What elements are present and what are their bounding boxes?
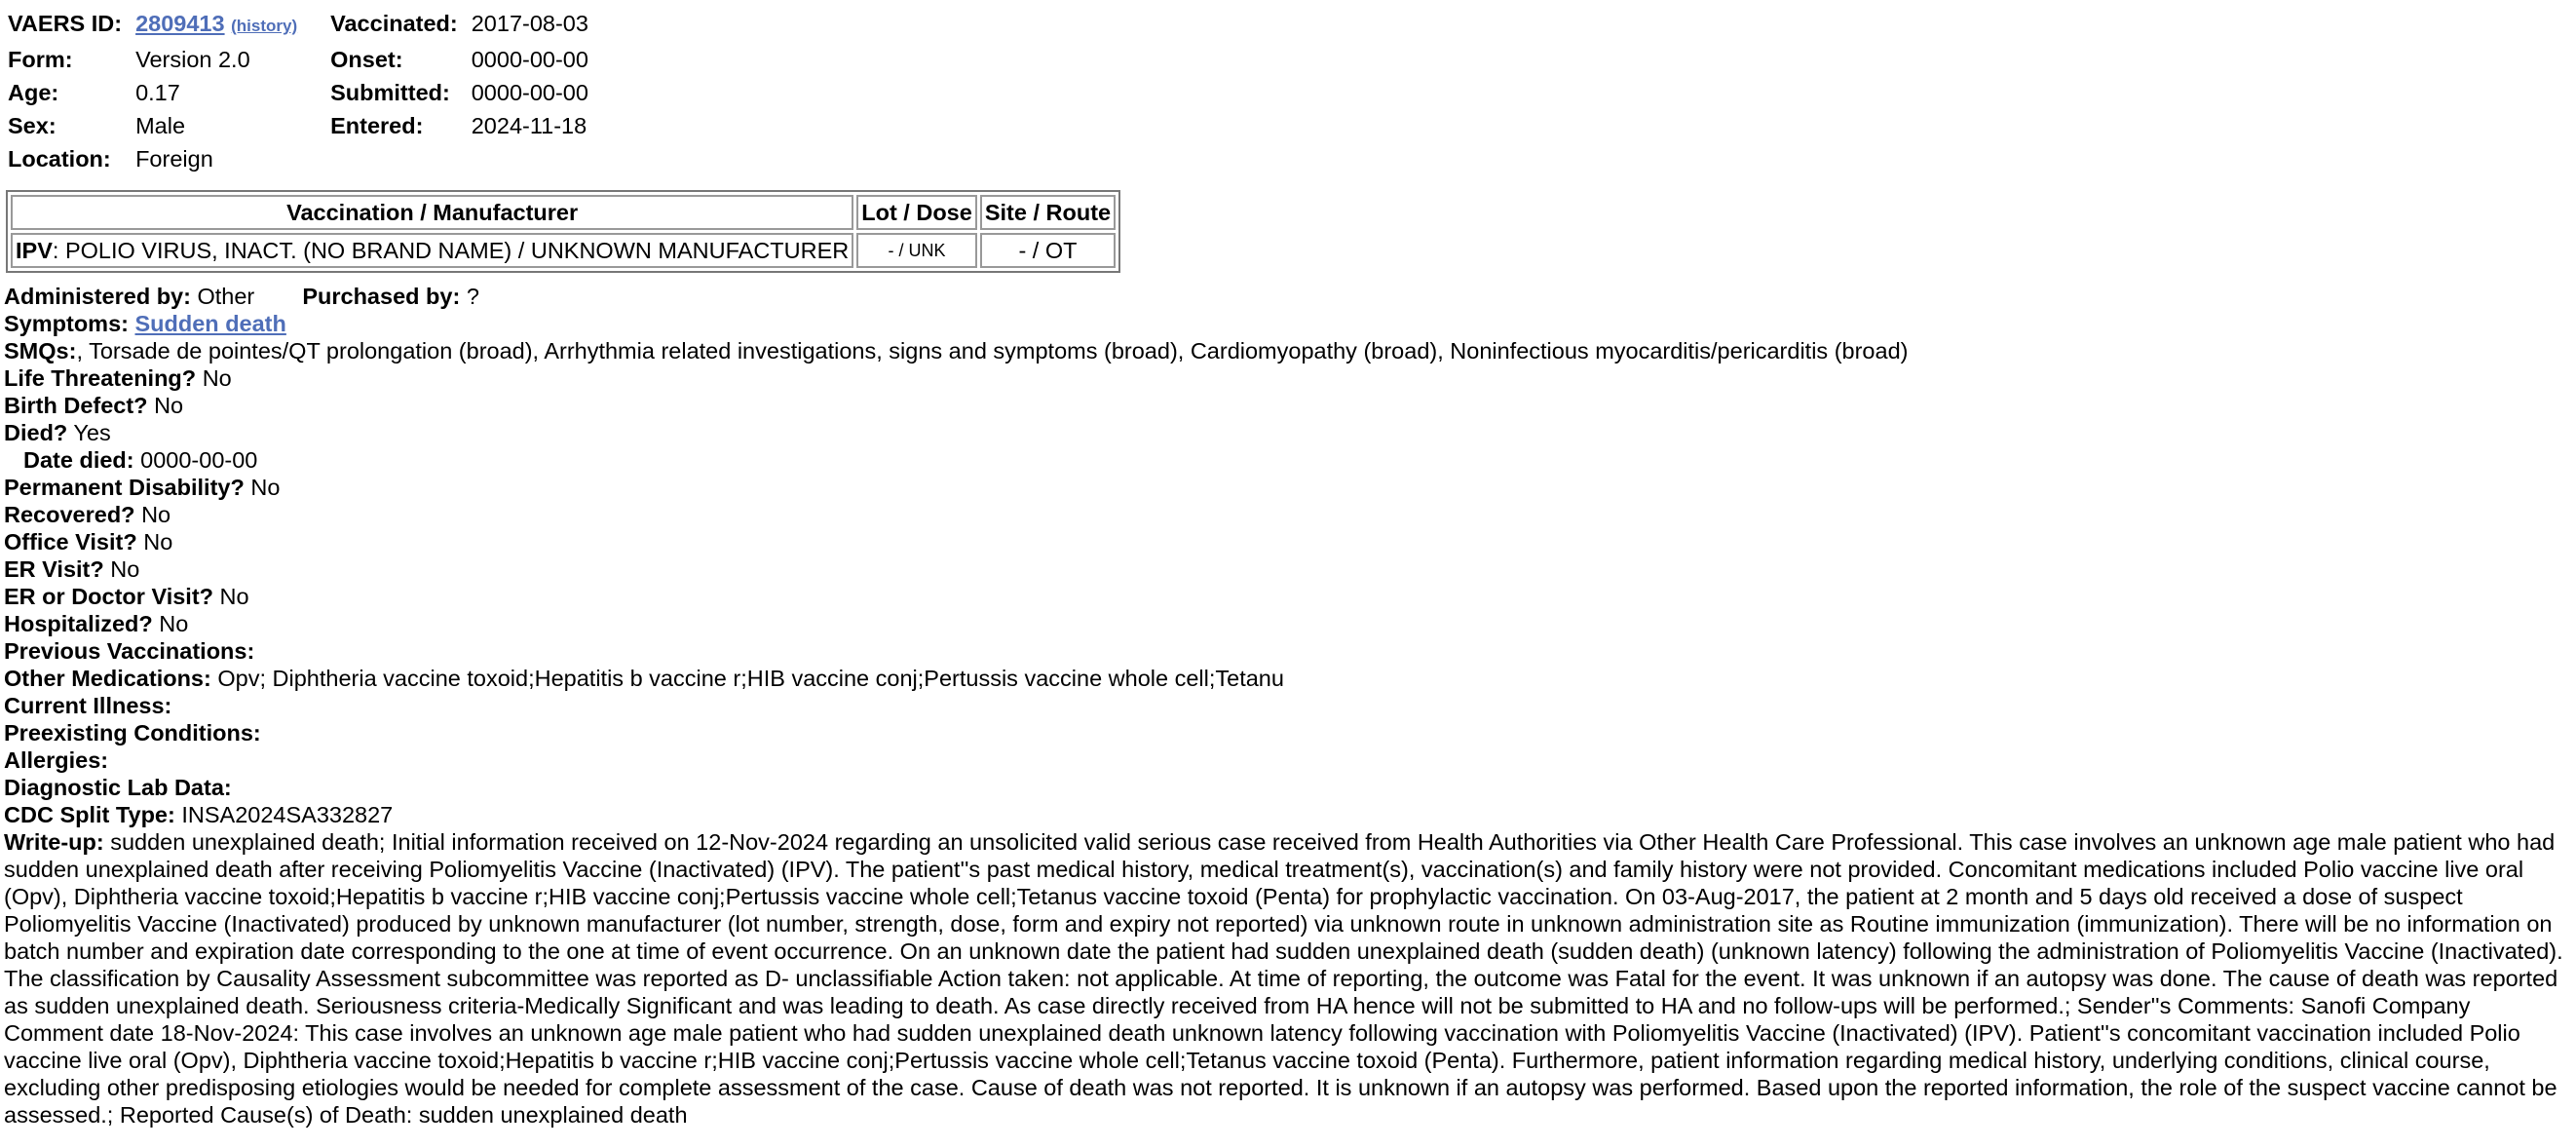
- column-header-lot-dose: Lot / Dose: [856, 195, 977, 230]
- vaccine-cell: [11, 233, 853, 268]
- header-row-form: [8, 46, 592, 79]
- site-route-cell: - / OT: [980, 233, 1116, 268]
- preexisting-conditions-line: [4, 719, 2572, 746]
- recovered-value: No: [141, 502, 171, 527]
- er-doctor-visit-line: [4, 583, 2572, 610]
- died-value: Yes: [73, 420, 111, 445]
- previous-vaccinations-label: Previous Vaccinations:: [4, 638, 255, 664]
- vaccinated-value: 2017-08-03: [471, 11, 588, 36]
- administered-label: Administered by:: [4, 284, 191, 309]
- onset-value: 0000-00-00: [471, 47, 588, 72]
- writeup-text: sudden unexplained death; Initial information received on 12-Nov-2024 regarding an unsolicited valid serious case received from Health Authorities via Other Health Care Professional. This case involves an unknown age male patient who had sudden unexplained death after receiving Poliomyelitis Vaccine (Inactivated) (IPV). The patient''s past medical history, medical treatment(s), vaccination(s) and family history were not provided. Concomitant medications included Polio vaccine live oral (Opv), Diphtheria vaccine toxoid;Hepatitis b vaccine r;HIB vaccine conj;Pertussis vaccine whole cell;Tetanus vaccine toxoid (Penta) for prophylactic vaccination. On 03-Aug-2017, the patient at 2 month and 5 days old received a dose of suspect Poliomyelitis Vaccine (Inactivated) produced by unknown manufacturer (lot number, strength, dose, form and expiry not reported) via unknown route in unknown administration site as Routine immunization (immunization). There will be no information on batch number and expiration date corresponding to the one at time of event occurrence. On an unknown date the patient had sudden unexplained death (sudden death) (unknown latency) following the administration of Poliomyelitis Vaccine (Inactivated). The classification by Causality Assessment subcommittee was reported as D- unclassifiable Action taken: not applicable. At time of reporting, the outcome was Fatal for the event. It was unknown if an autopsy was done. The cause of death was reported as sudden unexplained death. Seriousness criteria-Medically Significant and was leading to death. As case directly received from HA hence will not be submitted to HA and no follow-ups will be performed.; Sender''s Comments: Sanofi Company Comment date 18-Nov-2024: This case involves an unknown age male patient who had sudden unexplained death unknown latency following vaccination with Poliomyelitis Vaccine (Inactivated) (IPV). Patient''s concomitant vaccination included Polio vaccine live oral (Opv), Diphtheria vaccine toxoid;Hepatitis b vaccine r;HIB vaccine conj;Pertussis vaccine whole cell;Tetanus vaccine toxoid (Penta). Furthermore, patient information regarding medical history, underlying conditions, clinical course, excluding other predisposing etiologies would be needed for complete assessment of the case. Cause of death was not reported. It is unknown if an autopsy was performed. Based upon the reported information, the role of the suspect vaccine cannot be assessed.; Reported Cause(s) of Death: sudden unexplained death: [4, 829, 2563, 1128]
- recovered-label: Recovered?: [4, 502, 135, 527]
- office-visit-label: Office Visit?: [4, 529, 137, 555]
- lab-data-line: [4, 774, 2572, 801]
- er-doctor-visit-value: No: [219, 584, 249, 609]
- symptom-link[interactable]: Sudden death: [134, 311, 286, 336]
- vaccine-code: IPV: [16, 238, 53, 263]
- age-value: 0.17: [135, 80, 180, 105]
- hospitalized-line: [4, 610, 2572, 637]
- office-visit-value: No: [143, 529, 173, 555]
- column-header-vaccination: Vaccination / Manufacturer: [11, 195, 853, 230]
- cdc-split-type-line: [4, 801, 2572, 828]
- submitted-label: Submitted:: [330, 80, 450, 105]
- date-died-label: Date died:: [23, 447, 134, 473]
- er-doctor-visit-label: ER or Doctor Visit?: [4, 584, 214, 609]
- vaccination-table-header: [11, 195, 1116, 230]
- birth-defect-value: No: [154, 393, 184, 418]
- hospitalized-value: No: [159, 611, 189, 636]
- submitted-value: 0000-00-00: [471, 80, 588, 105]
- current-illness-line: [4, 692, 2572, 719]
- table-row: [11, 233, 1116, 268]
- vaers-id-cell: [135, 10, 301, 46]
- vaers-id-label: VAERS ID:: [8, 11, 123, 36]
- allergies-label: Allergies:: [4, 747, 109, 773]
- other-medications-line: [4, 665, 2572, 692]
- hospitalized-label: Hospitalized?: [4, 611, 153, 636]
- cdc-split-type-label: CDC Split Type:: [4, 802, 175, 827]
- header-row-location: [8, 145, 592, 178]
- administered-line: [4, 283, 2572, 310]
- administered-value: Other: [197, 284, 255, 309]
- permanent-disability-line: [4, 474, 2572, 501]
- purchased-label: Purchased by:: [302, 284, 461, 309]
- office-visit-line: [4, 528, 2572, 555]
- sex-label: Sex:: [8, 113, 57, 138]
- header-row-sex: [8, 112, 592, 145]
- entered-label: Entered:: [330, 113, 424, 138]
- entered-value: 2024-11-18: [471, 113, 587, 138]
- age-label: Age:: [8, 80, 59, 105]
- date-died-value: 0000-00-00: [140, 447, 258, 473]
- life-threatening-label: Life Threatening?: [4, 365, 197, 391]
- permanent-disability-label: Permanent Disability?: [4, 475, 245, 500]
- form-value: Version 2.0: [135, 47, 250, 72]
- birth-defect-line: [4, 392, 2572, 419]
- smqs-label: SMQs:: [4, 338, 77, 364]
- er-visit-value: No: [110, 556, 140, 582]
- vaccination-table: [6, 190, 1120, 273]
- vaccinated-label: Vaccinated:: [330, 11, 458, 36]
- er-visit-label: ER Visit?: [4, 556, 104, 582]
- header-row-id: [8, 10, 592, 46]
- cdc-split-type-value: INSA2024SA332827: [181, 802, 394, 827]
- column-header-site-route: Site / Route: [980, 195, 1116, 230]
- lot-dose-cell: - / UNK: [856, 233, 977, 268]
- died-line: [4, 419, 2572, 446]
- onset-label: Onset:: [330, 47, 403, 72]
- purchased-value: ?: [466, 284, 479, 309]
- previous-vaccinations-line: [4, 637, 2572, 665]
- vaers-id-link[interactable]: 2809413: [135, 11, 225, 36]
- header-row-age: [8, 79, 592, 112]
- vaccine-name: : POLIO VIRUS, INACT. (NO BRAND NAME) / UNKNOWN MANUFACTURER: [52, 238, 850, 263]
- location-label: Location:: [8, 146, 111, 172]
- birth-defect-label: Birth Defect?: [4, 393, 148, 418]
- date-died-line: [4, 446, 2572, 474]
- other-medications-label: Other Medications:: [4, 666, 211, 691]
- recovered-line: [4, 501, 2572, 528]
- smqs-line: [4, 337, 2572, 364]
- permanent-disability-value: No: [250, 475, 281, 500]
- er-visit-line: [4, 555, 2572, 583]
- form-label: Form:: [8, 47, 73, 72]
- sex-value: Male: [135, 113, 186, 138]
- symptoms-line: [4, 310, 2572, 337]
- smqs-value: , Torsade de pointes/QT prolongation (broad), Arrhythmia related investigations, signs and symptoms (broad), Cardiomyopathy (broad), Noninfectious myocarditis/pericarditis (broad): [76, 338, 1909, 364]
- writeup-paragraph: [4, 828, 2570, 1129]
- current-illness-label: Current Illness:: [4, 693, 172, 718]
- lab-data-label: Diagnostic Lab Data:: [4, 775, 232, 800]
- other-medications-value: Opv; Diphtheria vaccine toxoid;Hepatitis b vaccine r;HIB vaccine conj;Pertussis vaccine whole cell;Tetanu: [217, 666, 1284, 691]
- report-header-table: [4, 10, 596, 178]
- history-link[interactable]: (history): [231, 17, 298, 35]
- life-threatening-line: [4, 364, 2572, 392]
- died-label: Died?: [4, 420, 68, 445]
- writeup-label: Write-up:: [4, 829, 104, 855]
- location-value: Foreign: [135, 146, 213, 172]
- life-threatening-value: No: [202, 365, 232, 391]
- allergies-line: [4, 746, 2572, 774]
- symptoms-label: Symptoms:: [4, 311, 129, 336]
- preexisting-conditions-label: Preexisting Conditions:: [4, 720, 261, 746]
